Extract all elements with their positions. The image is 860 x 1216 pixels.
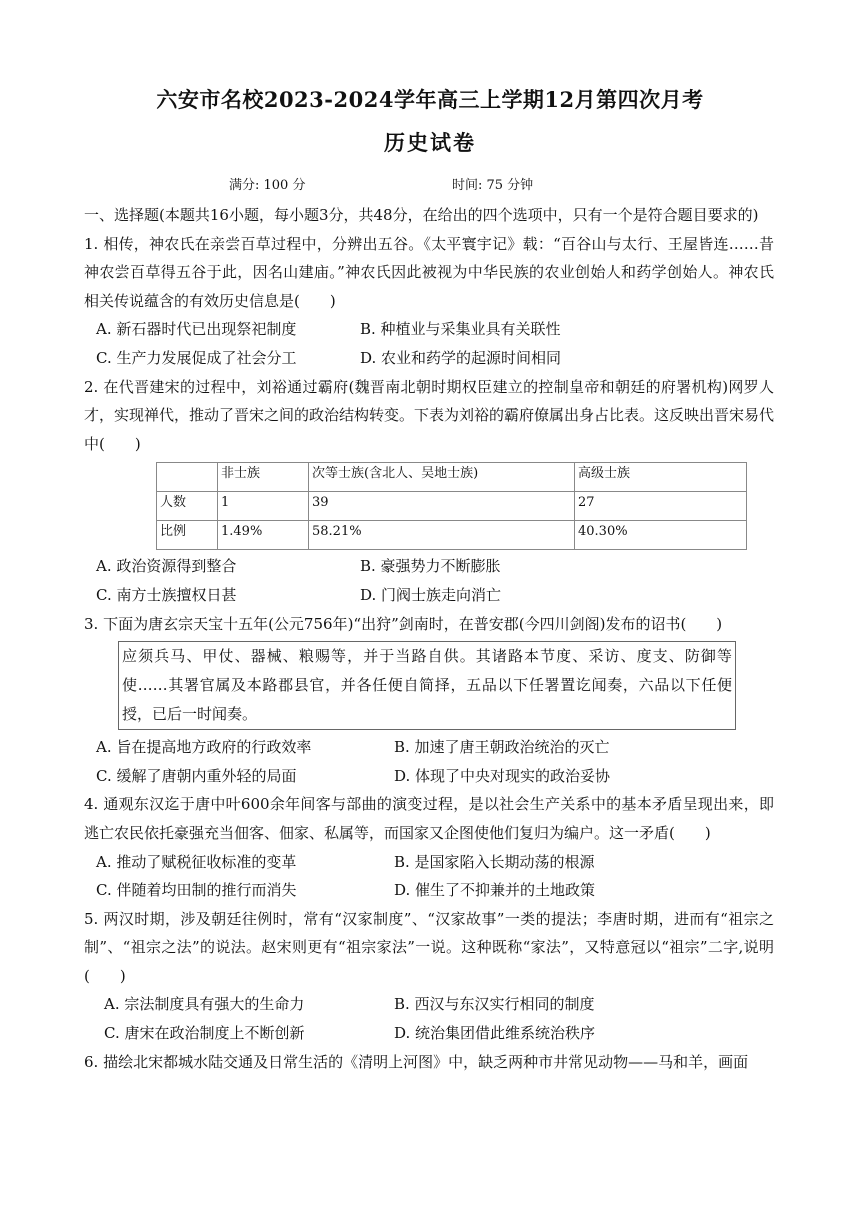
table-cell: 1.49% <box>218 521 309 550</box>
question-1-options-row1 <box>84 315 774 344</box>
question-5-options-row2 <box>84 1019 774 1048</box>
table-cell <box>157 463 218 492</box>
question-1-options-row2 <box>84 344 774 373</box>
table-cell: 58.21% <box>309 521 575 550</box>
option-b: B. 种植业与采集业具有关联性 <box>360 320 561 339</box>
option-d: D. 门阀士族走向消亡 <box>360 585 502 604</box>
table-cell: 40.30% <box>575 521 747 550</box>
table-row <box>157 463 747 492</box>
table-cell: 27 <box>575 492 747 521</box>
table-cell: 非士族 <box>218 463 309 492</box>
question-3-quote-box: 应须兵马、甲仗、器械、粮赐等，并于当路自供。其诸路本节度、采访、度支、防御等使……其署官属及本路郡县官，并各任便自简择，五品以下任署置讫闻奏，六品以下任便授，已后一时闻奏。 <box>118 641 736 730</box>
table-row <box>157 492 747 521</box>
table-row <box>157 521 747 550</box>
option-d: D. 统治集团借此维系统治秩序 <box>394 1024 596 1043</box>
question-6-stem: 6. 描绘北宋都城水陆交通及日常生活的《清明上河图》中，缺乏两种市井常见动物——马和羊，画面 <box>84 1052 749 1071</box>
option-b: B. 西汉与东汉实行相同的制度 <box>394 995 595 1014</box>
table-cell: 高级士族 <box>575 463 747 492</box>
table-cell: 次等士族(含北人、吴地士族) <box>309 463 575 492</box>
option-d: D. 体现了中央对现实的政治妥协 <box>394 766 611 785</box>
option-c: C. 缓解了唐朝内重外轻的局面 <box>96 766 297 785</box>
question-2-options-row1 <box>84 552 774 581</box>
option-c: C. 伴随着均田制的推行而消失 <box>96 881 297 900</box>
option-b: B. 是国家陷入长期动荡的根源 <box>394 852 595 871</box>
table-cell: 人数 <box>157 492 218 521</box>
option-d: D. 农业和药学的起源时间相同 <box>360 348 562 367</box>
option-a: A. 政治资源得到整合 <box>96 557 237 576</box>
exam-content <box>84 201 774 1076</box>
question-3-options-row2 <box>84 762 774 791</box>
question-2-stem: 2. 在代晋建宋的过程中，刘裕通过霸府(魏晋南北朝时期权臣建立的控制皇帝和朝廷的府署机构)网罗人才，实现禅代，推动了晋宋之间的政治结构转变。下表为刘裕的霸府僚属出身占比表。这反映出晋宋易代中( ) <box>84 377 775 453</box>
option-c: C. 南方士族擅权日甚 <box>96 585 237 604</box>
option-d: D. 催生了不抑兼并的土地政策 <box>394 881 596 900</box>
question-4-options-row1 <box>84 848 774 877</box>
option-c: C. 生产力发展促成了社会分工 <box>96 348 297 367</box>
option-c: C. 唐宋在政治制度上不断创新 <box>104 1024 305 1043</box>
question-3-stem: 3. 下面为唐玄宗天宝十五年(公元756年)“出狩”剑南时，在普安郡(今四川剑阁)发布的诏书( ) <box>84 614 723 633</box>
table-cell: 1 <box>218 492 309 521</box>
table-cell: 39 <box>309 492 575 521</box>
section-heading: 一、选择题(本题共16小题，每小题3分，共48分，在给出的四个选项中，只有一个是符合题目要求的) <box>84 206 759 224</box>
option-a: A. 新石器时代已出现祭祀制度 <box>96 320 297 339</box>
option-b: B. 加速了唐王朝政治统治的灭亡 <box>394 738 610 757</box>
option-a: A. 宗法制度具有强大的生命力 <box>104 995 305 1014</box>
question-5-options-row1 <box>84 990 774 1019</box>
exam-subtitle: 历史试卷 <box>384 130 476 155</box>
full-score: 满分: 100 分 <box>229 178 306 193</box>
table-cell: 比例 <box>157 521 218 550</box>
option-b: B. 豪强势力不断膨胀 <box>360 557 501 576</box>
option-a: A. 推动了赋税征收标准的变革 <box>96 852 297 871</box>
exam-time: 时间: 75 分钟 <box>452 178 534 193</box>
option-a: A. 旨在提高地方政府的行政效率 <box>96 738 312 757</box>
question-1-stem: 1. 相传，神农氏在亲尝百草过程中，分辨出五谷。《太平寰宇记》载：“百谷山与太行、王屋皆连……昔神农尝百草得五谷于此，因名山建庙。”神农氏因此被视为中华民族的农业创始人和药学创始人。神农氏相关传说蕴含的有效历史信息是( ) <box>84 234 774 310</box>
exam-title: 六安市名校2023-2024学年高三上学期12月第四次月考 <box>156 87 704 112</box>
question-2-options-row2 <box>84 581 774 610</box>
question-3-options-row1 <box>84 733 774 762</box>
question-4-options-row2 <box>84 876 774 905</box>
question-5-stem: 5. 两汉时期，涉及朝廷往例时，常有“汉家制度”、“汉家故事”一类的提法；李唐时期，进而有“祖宗之制”、“祖宗之法”的说法。赵宋则更有“祖宗家法”一说。这种既称“家法”，又特意冠以“祖宗”二字,说明( ) <box>84 909 774 985</box>
question-2-table <box>156 462 747 550</box>
question-4-stem: 4. 通观东汉迄于唐中叶600余年间客与部曲的演变过程，是以社会生产关系中的基本矛盾呈现出来，即逃亡农民依托豪强充当佃客、佃家、私属等，而国家又企图使他们复归为编户。这一矛盾( ) <box>84 795 774 842</box>
